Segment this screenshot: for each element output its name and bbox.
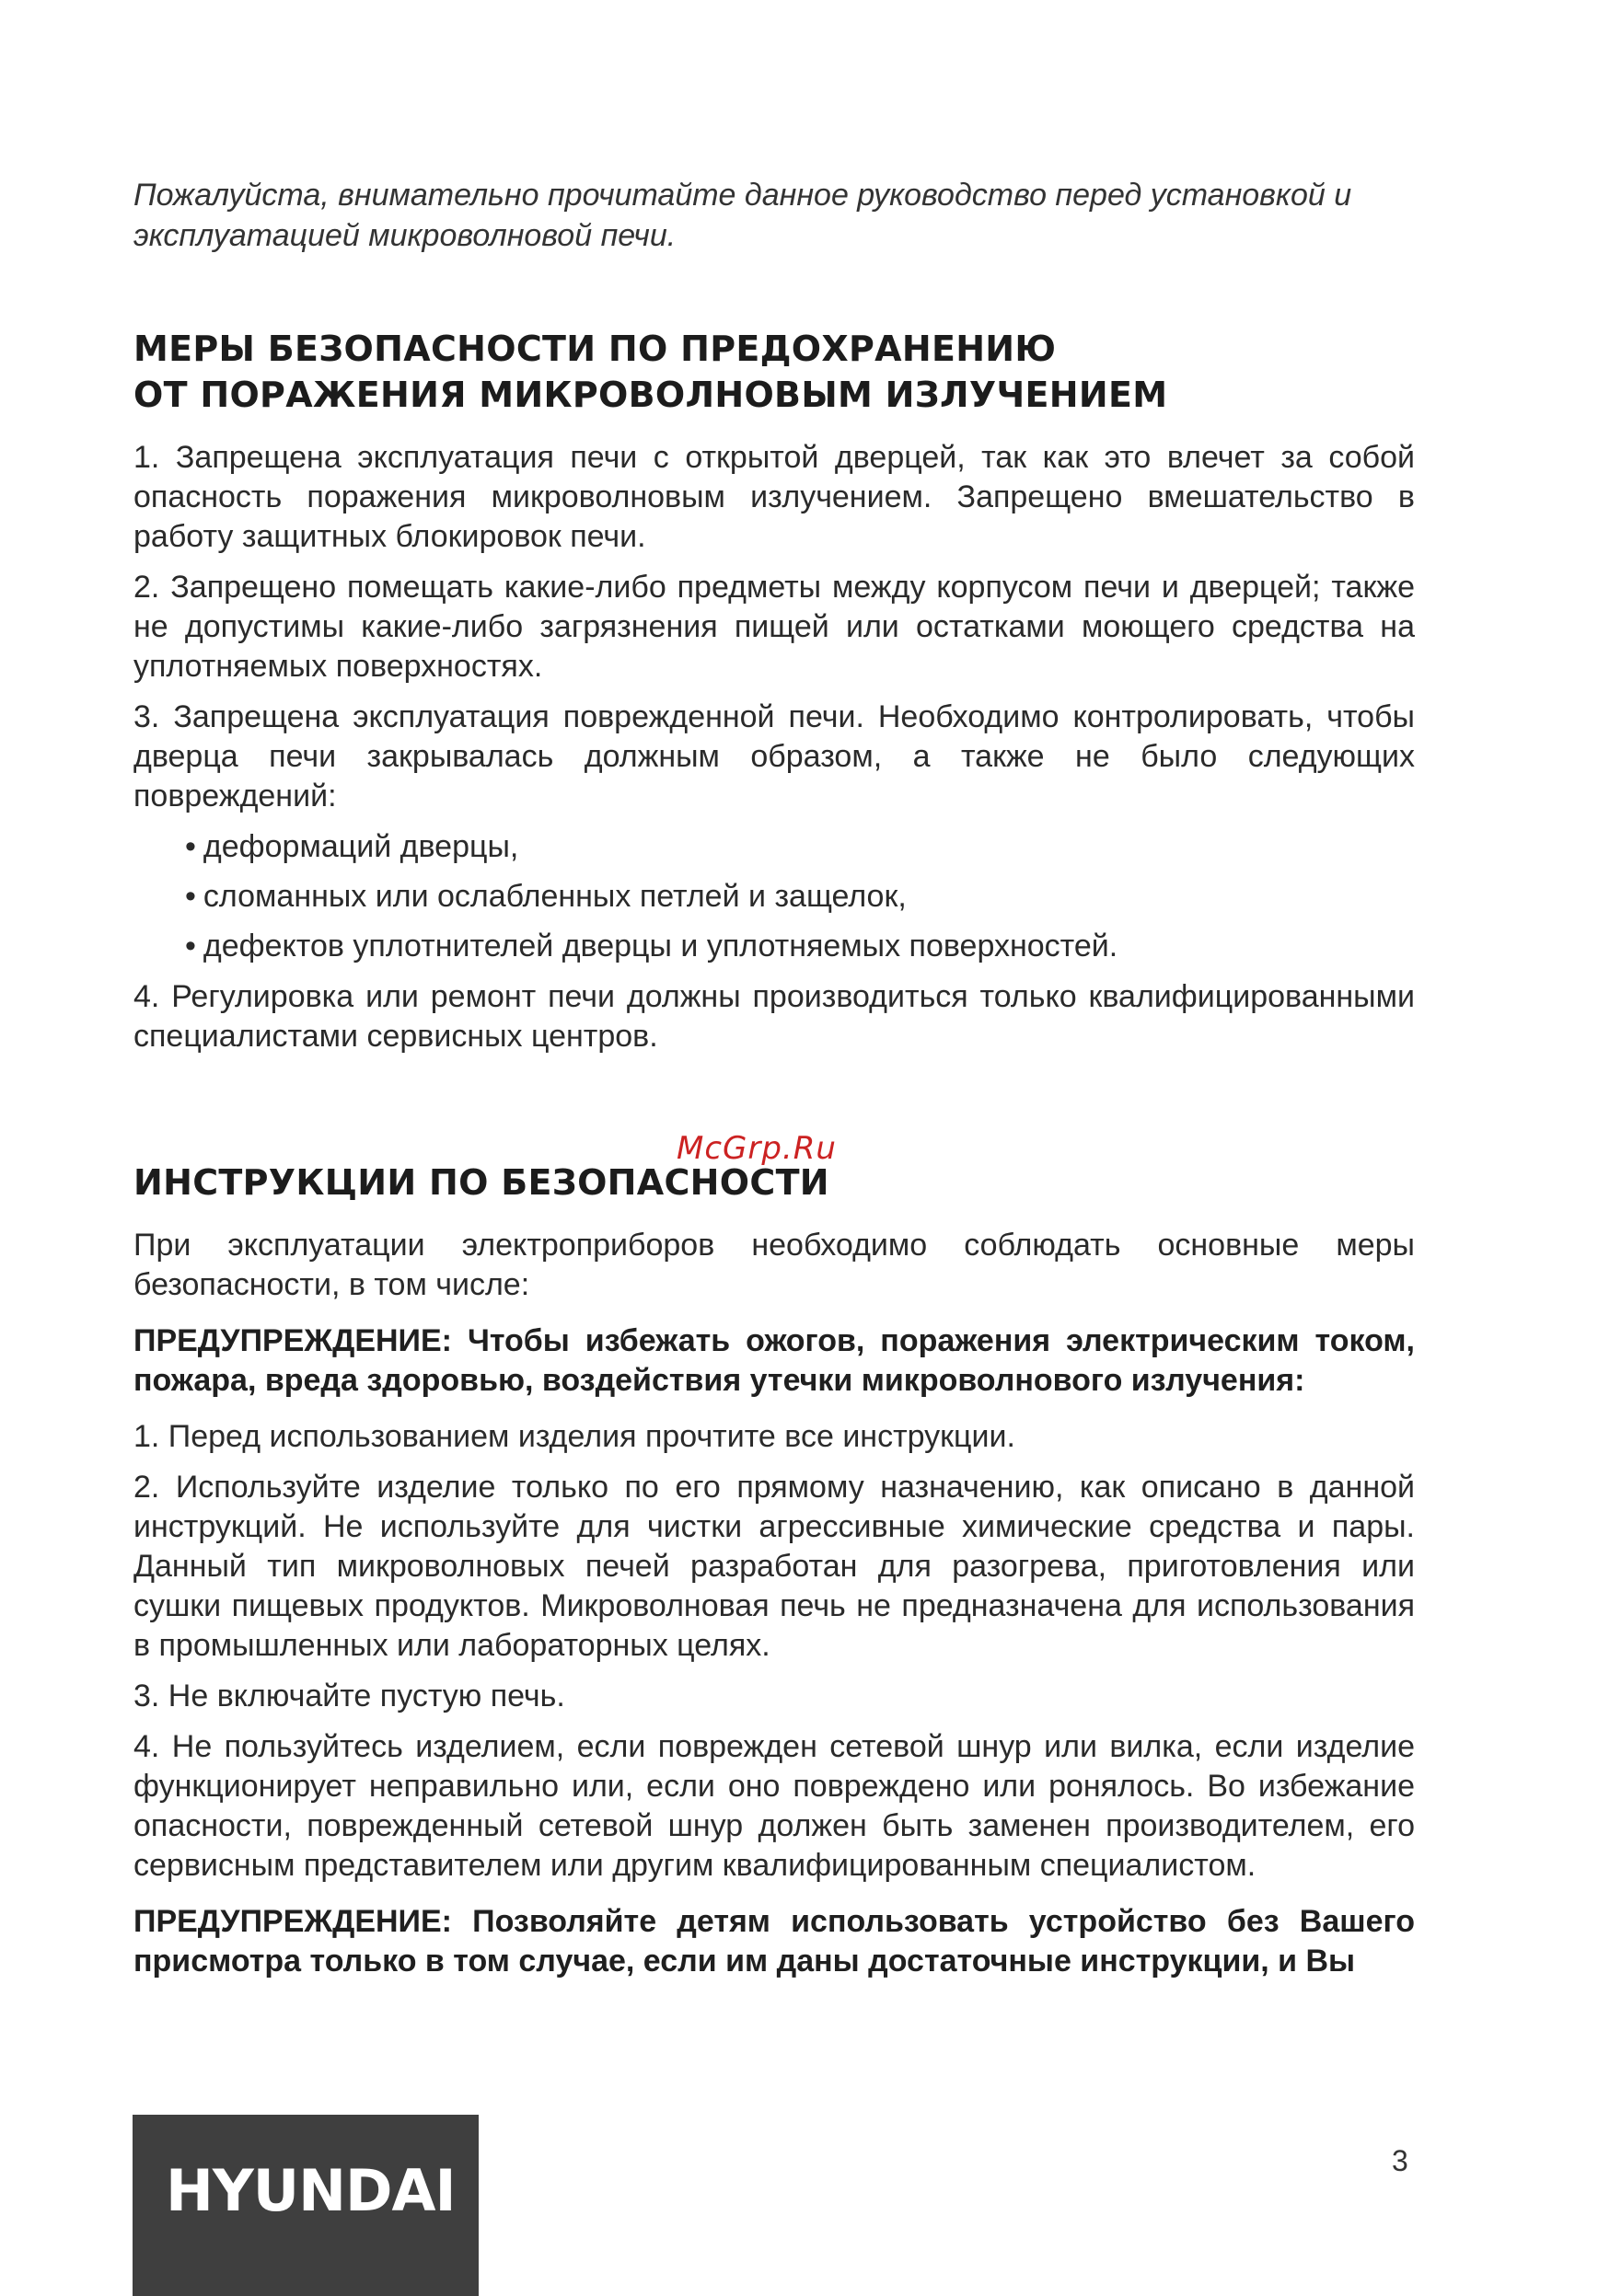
section1-item-2: 2. Запрещено помещать какие-либо предметы между корпусом печи и дверцей; также не допустимы какие-либо загрязнения пищей или остатками моющего средства на уплотняемых поверхностях. xyxy=(133,570,1415,684)
section1-heading-line1: МЕРЫ БЕЗОПАСНОСТИ ПО ПРЕДОХРАНЕНИЮ xyxy=(133,329,1057,369)
section2-item-1: 1. Перед использованием изделия прочтите все инструкции. xyxy=(133,1419,1015,1454)
bullet-item: • дефектов уплотнителей дверцы и уплотняемых поверхностей. xyxy=(185,927,1415,966)
warning-paragraph-1: ПРЕДУПРЕЖДЕНИЕ: Чтобы избежать ожогов, поражения электрическим током, пожара, вреда здоровью, воздействия утечки микроволнового излучения: xyxy=(133,1323,1415,1398)
brand-logo: HYUNDAI xyxy=(166,2157,456,2224)
page-number: 3 xyxy=(1392,2144,1408,2177)
section2-item-4: 4. Не пользуйтесь изделием, если поврежден сетевой шнур или вилка, если изделие функционирует неправильно или, если оно повреждено или ронялось. Во избежание опасности, поврежденный сетевой шнур должен быть заменен производителем, его сервисным представителем или другим квалифицированным специалистом. xyxy=(133,1729,1415,1883)
page-content xyxy=(133,175,1415,1998)
brand-logo-box xyxy=(133,2115,479,2296)
section1-heading-line2: ОТ ПОРАЖЕНИЯ МИКРОВОЛНОВЫМ ИЗЛУЧЕНИЕМ xyxy=(133,375,1168,415)
section2-intro: При эксплуатации электроприборов необходимо соблюдать основные меры безопасности, в том числе: xyxy=(133,1228,1415,1302)
watermark-text: McGrp.Ru xyxy=(677,1130,837,1167)
bullet-item: • сломанных или ослабленных петлей и защелок, xyxy=(185,877,1415,917)
section2-item-3: 3. Не включайте пустую печь. xyxy=(133,1679,565,1713)
section1-item-1: 1. Запрещена эксплуатация печи с открытой дверцей, так как это влечет за собой опасность поражения микроволновым излучением. Запрещено вмешательство в работу защитных блокировок печи. xyxy=(133,440,1415,554)
section1-heading xyxy=(133,326,1415,418)
section2-item-2: 2. Используйте изделие только по его прямому назначению, как описано в данной инструкций. Не используйте для чистки агрессивные химические средства и пары. Данный тип микроволновых печей разработан для разогрева, приготовления или сушки пищевых продуктов. Микроволновая печь не предназначена для использования в промышленных или лабораторных целях. xyxy=(133,1470,1415,1663)
intro-text: Пожалуйста, внимательно прочитайте данное руководство перед установкой и эксплуатацией микроволновой печи. xyxy=(133,178,1352,253)
section1-item-3: 3. Запрещена эксплуатация поврежденной печи. Необходимо контролировать, чтобы дверца печи закрывалась должным образом, а также не было следующих повреждений: xyxy=(133,699,1415,813)
warning-paragraph-2: ПРЕДУПРЕЖДЕНИЕ: Позволяйте детям использовать устройство без Вашего присмотра только в том случае, если им даны достаточные инструкции, и Вы xyxy=(133,1904,1415,1979)
section1-item-4: 4. Регулировка или ремонт печи должны производиться только квалифицированными специалистами сервисных центров. xyxy=(133,979,1415,1054)
section2-heading: ИНСТРУКЦИИ ПО БЕЗОПАСНОСТИ xyxy=(133,1162,829,1203)
bullet-item: • деформаций дверцы, xyxy=(185,827,1415,867)
damage-bullet-list xyxy=(133,827,1415,966)
